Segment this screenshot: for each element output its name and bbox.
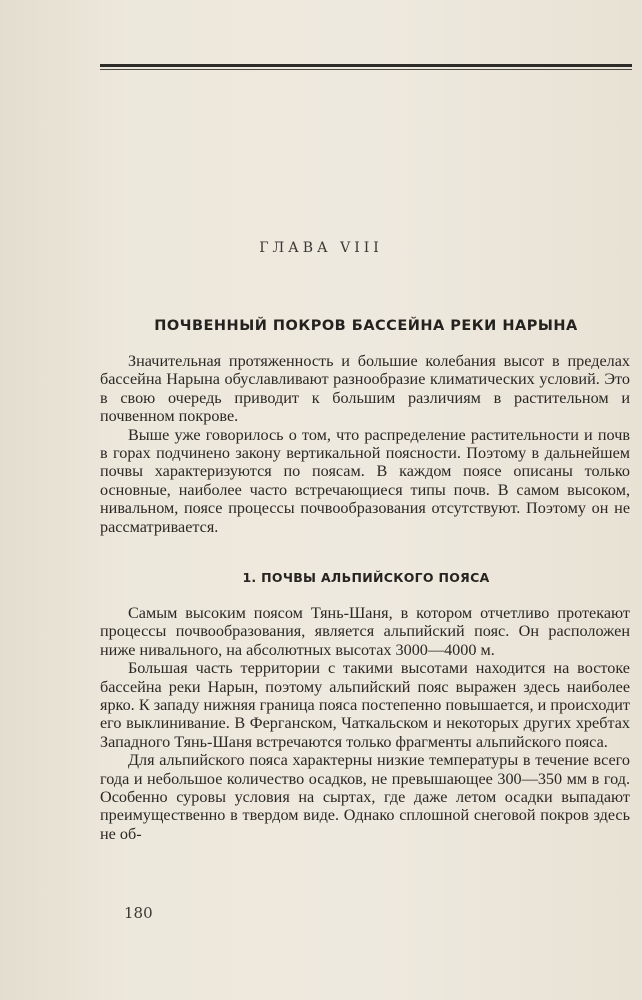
- paragraph: Самым высоким поясом Тянь-Шаня, в котором отчетливо протекают процессы почвообразования, является альпийский пояс. Он расположен ниже нивального, на абсолютных высотах 3000—4000 м.: [100, 604, 630, 659]
- intro-text: [100, 352, 630, 536]
- paragraph: Выше уже говорилось о том, что распределение растительности и почв в горах подчинено закону вертикальной поясности. Поэтому в дальнейшем почвы характеризуются по поясам. В каждом поясе описаны только основные, наиболее часто встречающиеся типы почв. В самом высоком, нивальном, поясе процессы почвообразования отсутствуют. Поэтому он не рассматривается.: [100, 425, 630, 536]
- header-rule: [100, 64, 632, 67]
- page-number: 180: [124, 904, 153, 922]
- chapter-title: ПОЧВЕННЫЙ ПОКРОВ БАССЕЙНА РЕКИ НАРЫНА: [154, 318, 578, 334]
- section-heading: 1. ПОЧВЫ АЛЬПИЙСКОГО ПОЯСА: [242, 570, 490, 585]
- paragraph: Для альпийского пояса характерны низкие температуры в течение всего года и небольшое количество осадков, не превышающее 300—350 мм в год. Особенно суровы условия на сыртах, где даже летом осадки выпадают преимущественно в твердом виде. Однако сплошной снеговой покров здесь не об-: [100, 751, 630, 843]
- section-text: [100, 604, 630, 843]
- paragraph: Значительная протяженность и большие колебания высот в пределах бассейна Нарына обуславливают разнообразие климатических условий. Это в свою очередь приводит к большим различиям в растительном и почвенном покрове.: [100, 352, 630, 426]
- paragraph: Большая часть территории с такими высотами находится на востоке бассейна реки Нарын, поэтому альпийский пояс выражен здесь наиболее ярко. К западу нижняя граница пояса постепенно повышается, и происходит его выклинивание. В Ферганском, Чаткальском и некоторых других хребтах Западного Тянь-Шаня встречаются только фрагменты альпийского пояса.: [100, 659, 630, 751]
- chapter-heading: ГЛАВА VIII: [259, 240, 383, 256]
- header-rule-thin: [100, 69, 632, 70]
